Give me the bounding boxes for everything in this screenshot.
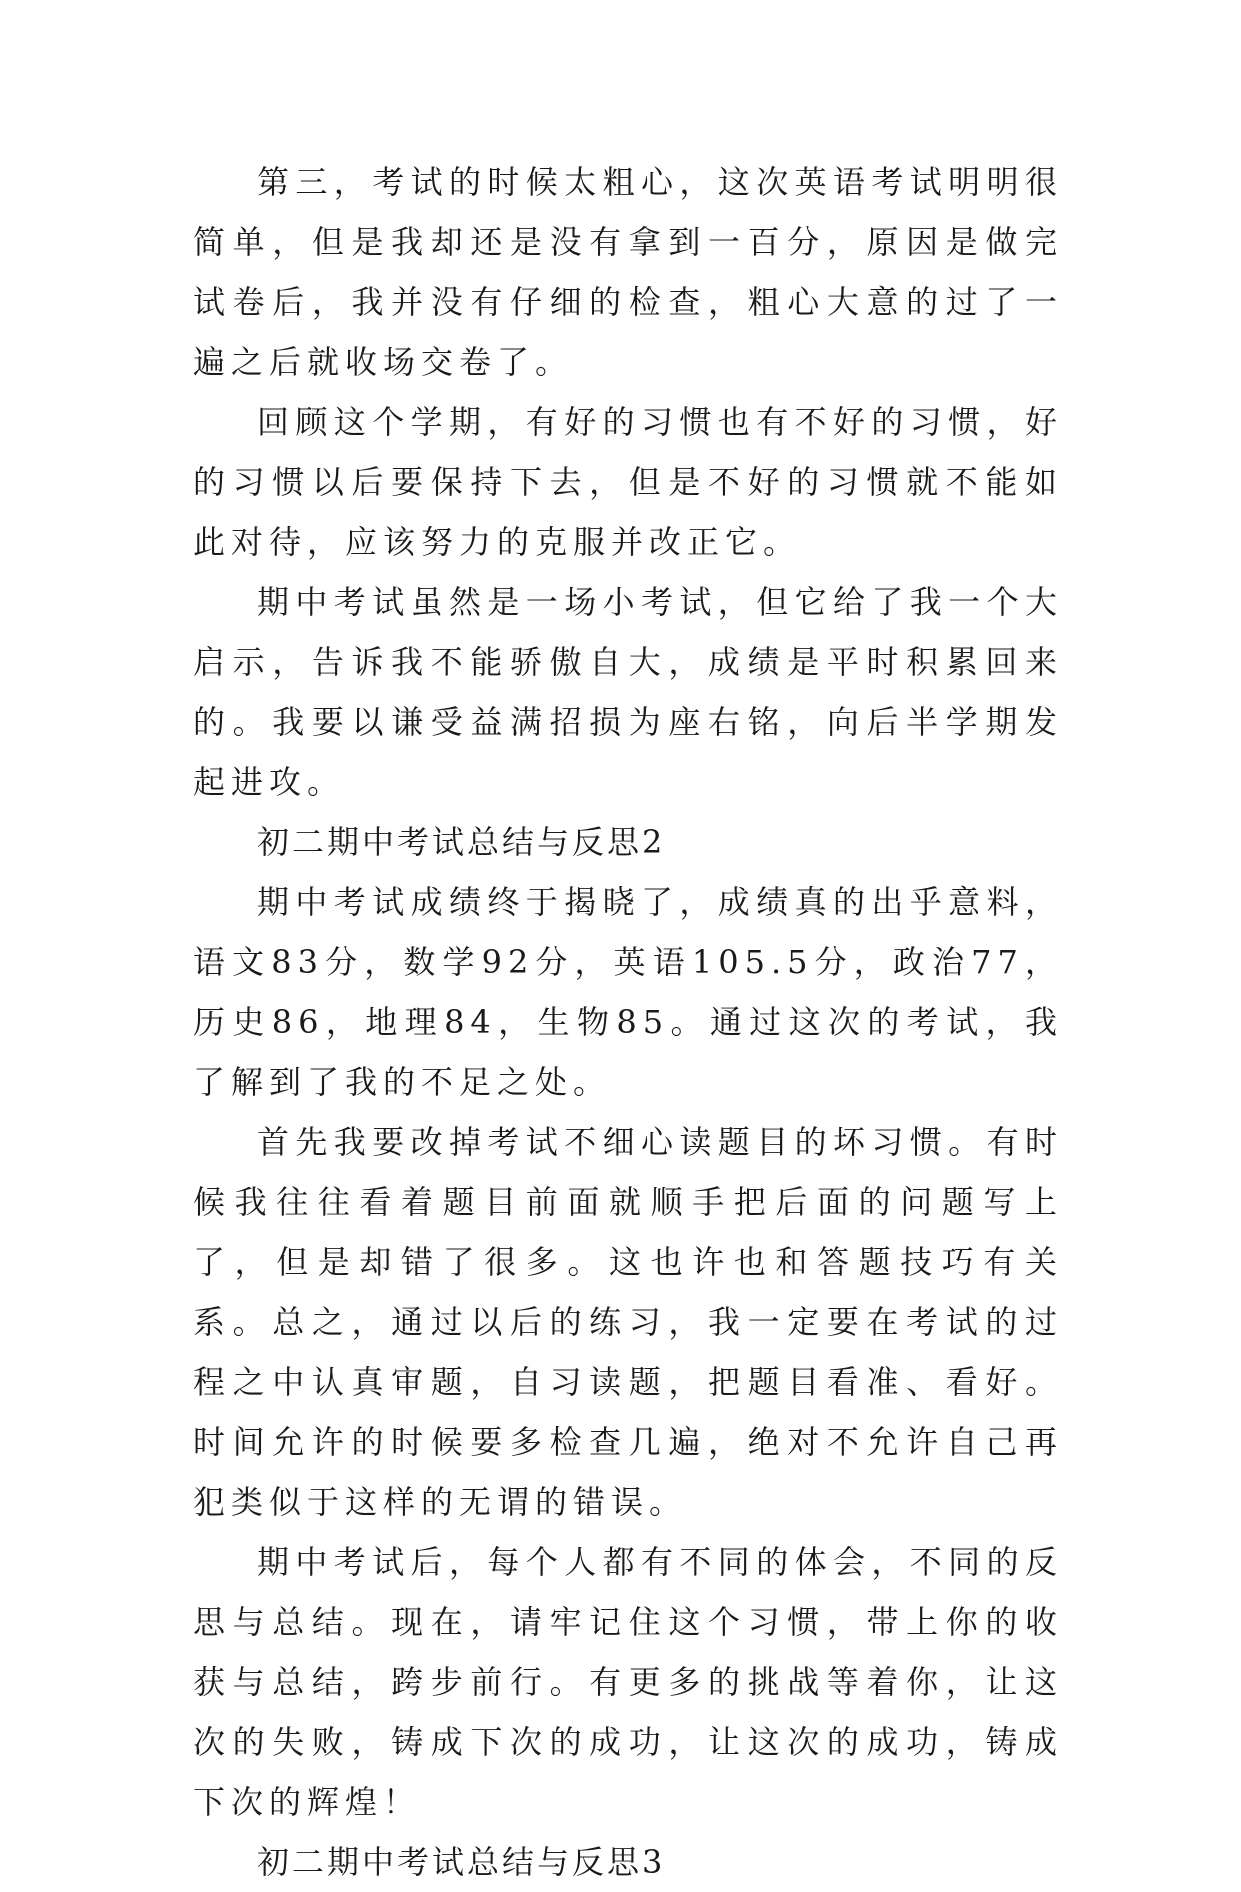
document-page — [193, 152, 1063, 1892]
paragraph-scores: 期中考试成绩终于揭晓了，成绩真的出乎意料，语文83分，数学92分，英语105.5分，政治77，历史86，地理84，生物85。通过这次的考试，我了解到了我的不足之处。 — [193, 883, 1063, 1101]
paragraph-midterm-lesson: 期中考试虽然是一场小考试，但它给了我一个大启示，告诉我不能骄傲自大，成绩是平时积累回来的。我要以谦受益满招损为座右铭，向后半学期发起进攻。 — [193, 583, 1063, 801]
paragraph-reflection-summary: 期中考试后，每个人都有不同的体会，不同的反思与总结。现在，请牢记住这个习惯，带上你的收获与总结，跨步前行。有更多的挑战等着你，让这次的失败，铸成下次的成功，让这次的成功，铸成下次的辉煌！ — [193, 1543, 1063, 1821]
paragraph-carelessness: 第三，考试的时候太粗心，这次英语考试明明很简单，但是我却还是没有拿到一百分，原因是做完试卷后，我并没有仔细的检查，粗心大意的过了一遍之后就收场交卷了。 — [193, 163, 1063, 381]
paragraph-semester-review: 回顾这个学期，有好的习惯也有不好的习惯，好的习惯以后要保持下去，但是不好的习惯就不能如此对待，应该努力的克服并改正它。 — [193, 403, 1063, 561]
section-heading-3: 初二期中考试总结与反思3 — [257, 1843, 666, 1881]
paragraph-reading-habit: 首先我要改掉考试不细心读题目的坏习惯。有时候我往往看着题目前面就顺手把后面的问题写上了，但是却错了很多。这也许也和答题技巧有关系。总之，通过以后的练习，我一定要在考试的过程之中认真审题，自习读题，把题目看准、看好。时间允许的时候要多检查几遍，绝对不允许自己再犯类似于这样的无谓的错误。 — [193, 1123, 1063, 1521]
section-heading-2: 初二期中考试总结与反思2 — [257, 823, 666, 861]
